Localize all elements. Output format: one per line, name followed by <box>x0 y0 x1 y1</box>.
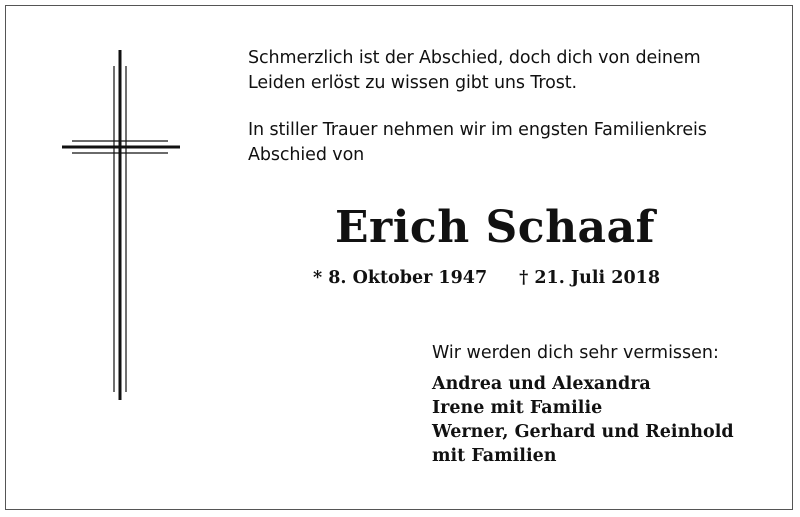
life-dates <box>313 266 660 290</box>
intro-text <box>248 46 707 190</box>
death-date: † 21. Juli 2018 <box>519 268 661 288</box>
family-line: Werner, Gerhard und Reinhold <box>432 422 734 442</box>
intro-line: Schmerzlich ist der Abschied, doch dich von deinem <box>248 48 701 68</box>
birth-date: * 8. Oktober 1947 <box>313 268 488 288</box>
intro-line: Abschied von <box>248 145 365 165</box>
family-line: mit Familien <box>432 446 557 466</box>
family-line: Irene mit Familie <box>432 398 603 418</box>
family-line: Andrea und Alexandra <box>432 374 651 394</box>
deceased-name: Erich Schaaf <box>334 202 656 253</box>
family-list <box>432 372 734 468</box>
closing-line: Wir werden dich sehr vermissen: <box>432 343 719 363</box>
intro-line: In stiller Trauer nehmen wir im engsten Familienkreis <box>248 120 707 140</box>
intro-line: Leiden erlöst zu wissen gibt uns Trost. <box>248 73 577 93</box>
